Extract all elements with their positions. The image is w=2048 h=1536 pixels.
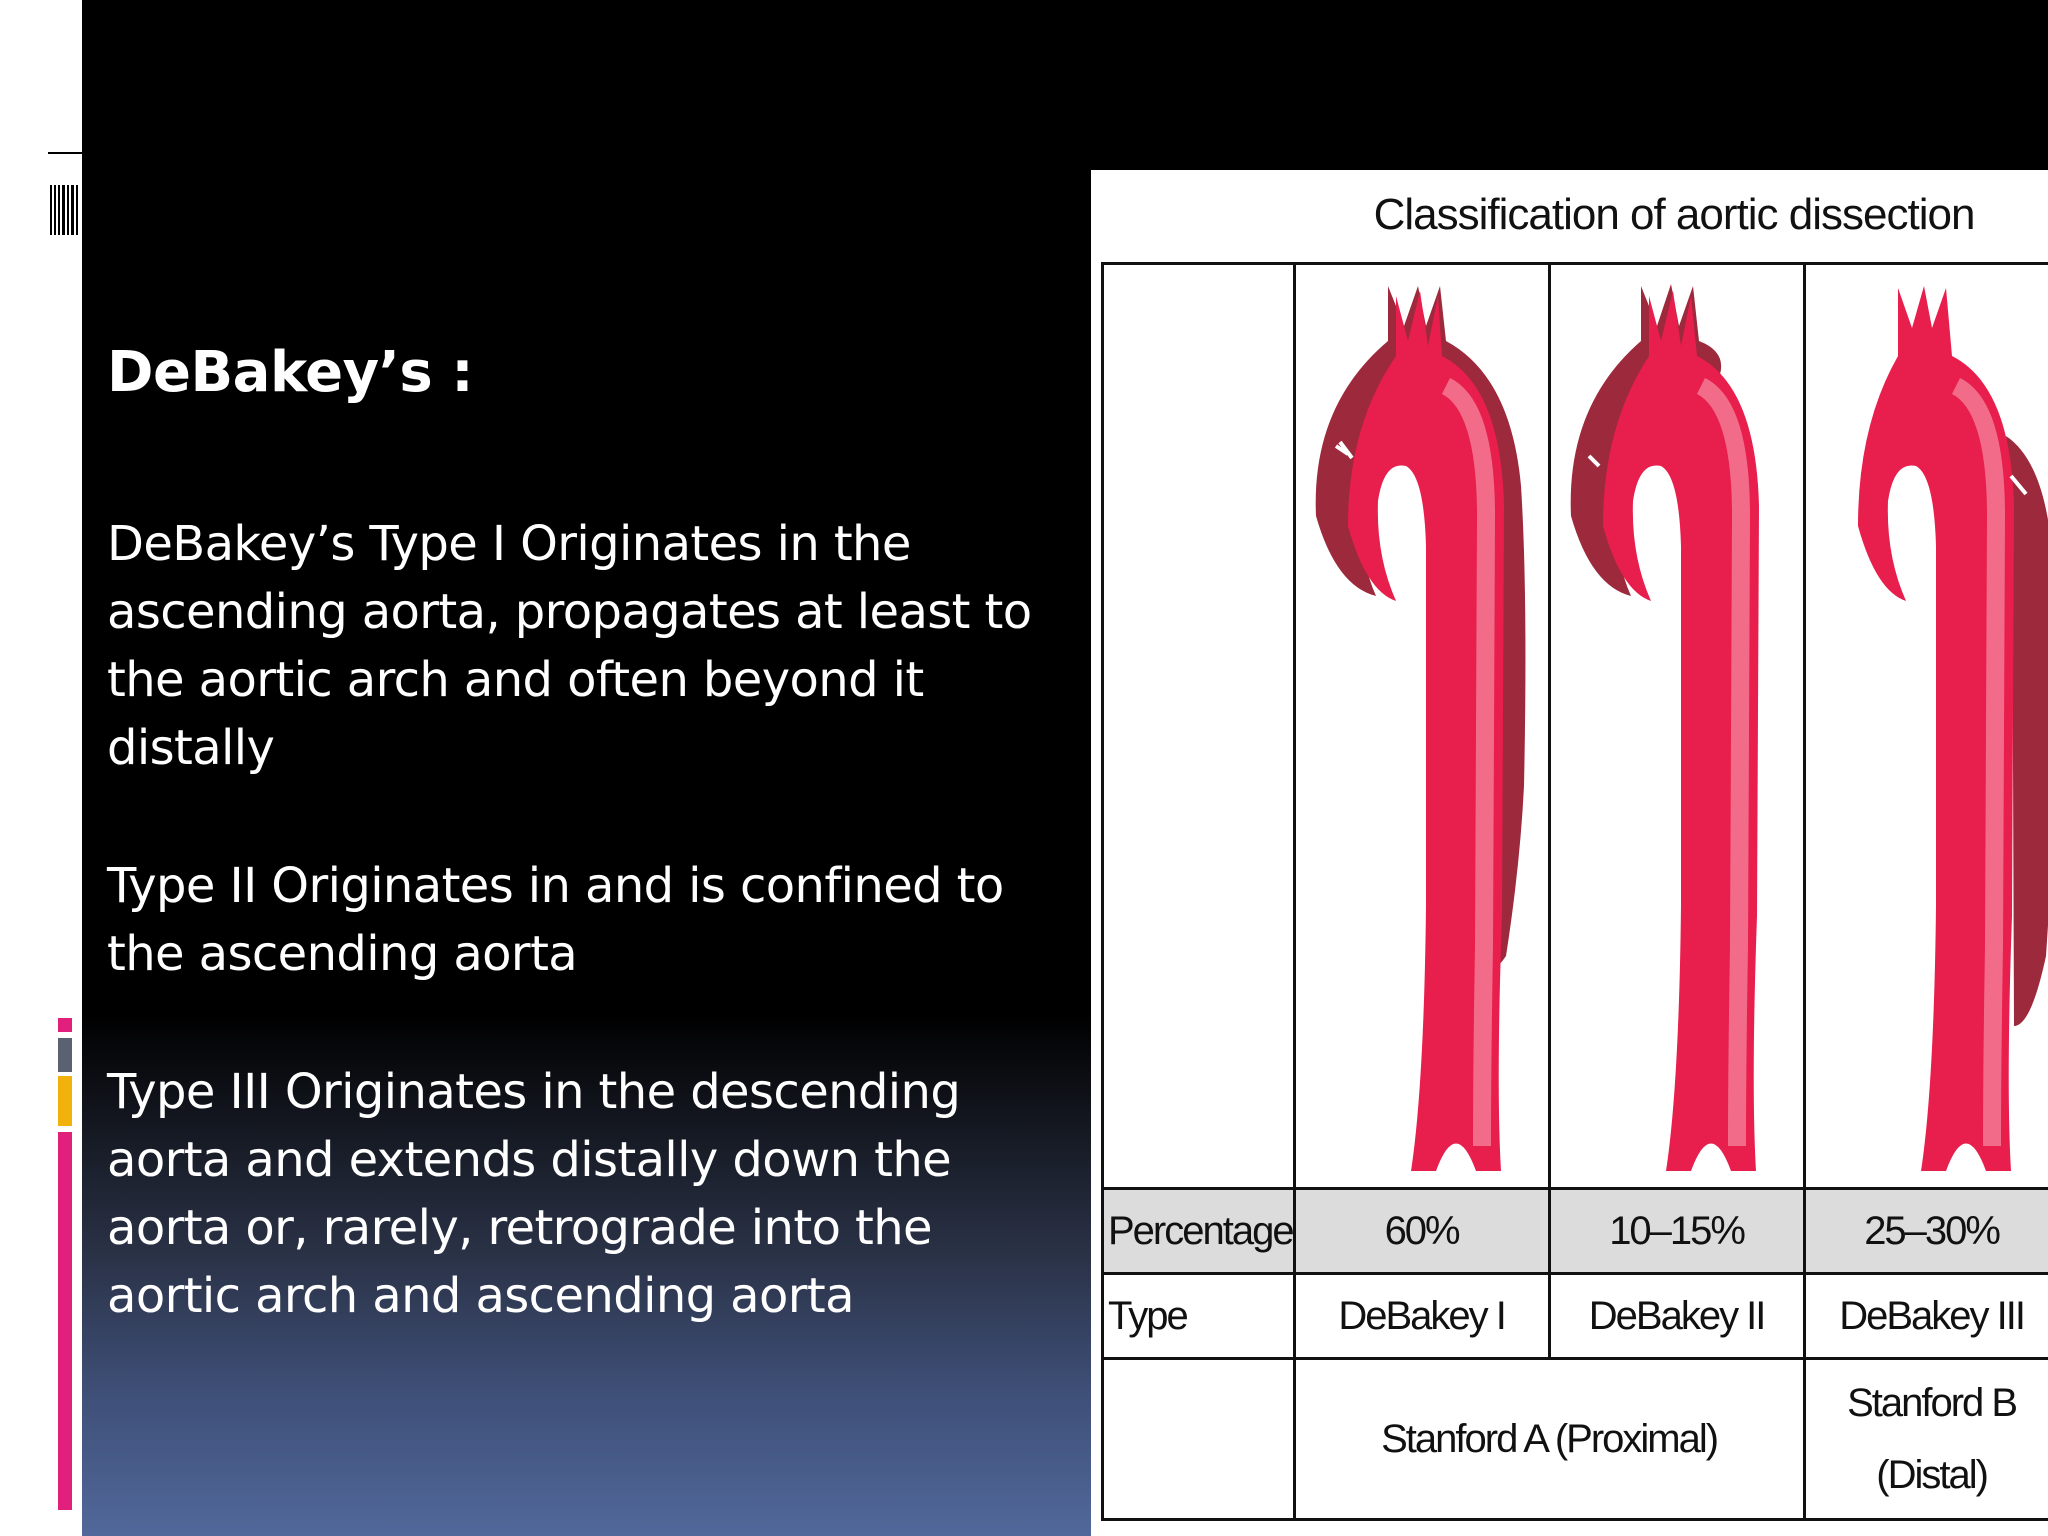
type-row [1103,1274,2048,1359]
aorta-illustration-debakey-3 [1804,264,2048,1189]
type-label: Type [1103,1274,1295,1359]
percentage-debakey-3: 25–30% [1804,1189,2048,1274]
stanford-row [1103,1359,2048,1520]
type-debakey-3: DeBakey III [1804,1274,2048,1359]
accent-bar-pink-top [58,1018,72,1032]
stanford-b-line1: Stanford B [1847,1381,2017,1425]
stanford-empty-cell [1103,1359,1295,1520]
aorta-debakey-1-icon [1296,266,1548,1186]
aortic-dissection-figure [1091,170,2048,1536]
accent-bar-gray [58,1038,72,1072]
type-debakey-2: DeBakey II [1549,1274,1804,1359]
percentage-row [1103,1189,2048,1274]
accent-bar-gold [58,1076,72,1126]
stanford-b-line2: (Distal) [1876,1453,1987,1497]
classification-table [1101,262,2048,1521]
percentage-debakey-2: 10–15% [1549,1189,1804,1274]
paragraph-type-2: Type II Originates in and is confined to the ascending aorta [107,858,1004,982]
slide-heading: DeBakey’s : [107,340,474,405]
paragraph-type-1: DeBakey’s Type I Originates in the ascending aorta, propagates at least to the aortic arch and often beyond it distally [107,516,1032,776]
aorta-illustration-debakey-2 [1549,264,1804,1189]
accent-bar-pink-long [58,1132,72,1510]
aorta-debakey-2-icon [1551,266,1803,1186]
figure-title: Classification of aortic dissection [1373,190,1975,239]
percentage-label: Percentage [1103,1189,1295,1274]
type-debakey-1: DeBakey I [1294,1274,1549,1359]
aorta-debakey-3-icon [1806,266,2048,1186]
aorta-illustration-debakey-1 [1294,264,1549,1189]
stanford-b-cell [1804,1359,2048,1520]
paragraph-type-3: Type III Originates in the descending aorta and extends distally down the aorta or, rarely, retrograde into the aortic arch and ascending aorta [107,1064,961,1324]
illustration-row [1103,264,2048,1189]
stanford-a-cell: Stanford A (Proximal) [1294,1359,1804,1520]
empty-label-cell [1103,264,1295,1189]
percentage-debakey-1: 60% [1294,1189,1549,1274]
